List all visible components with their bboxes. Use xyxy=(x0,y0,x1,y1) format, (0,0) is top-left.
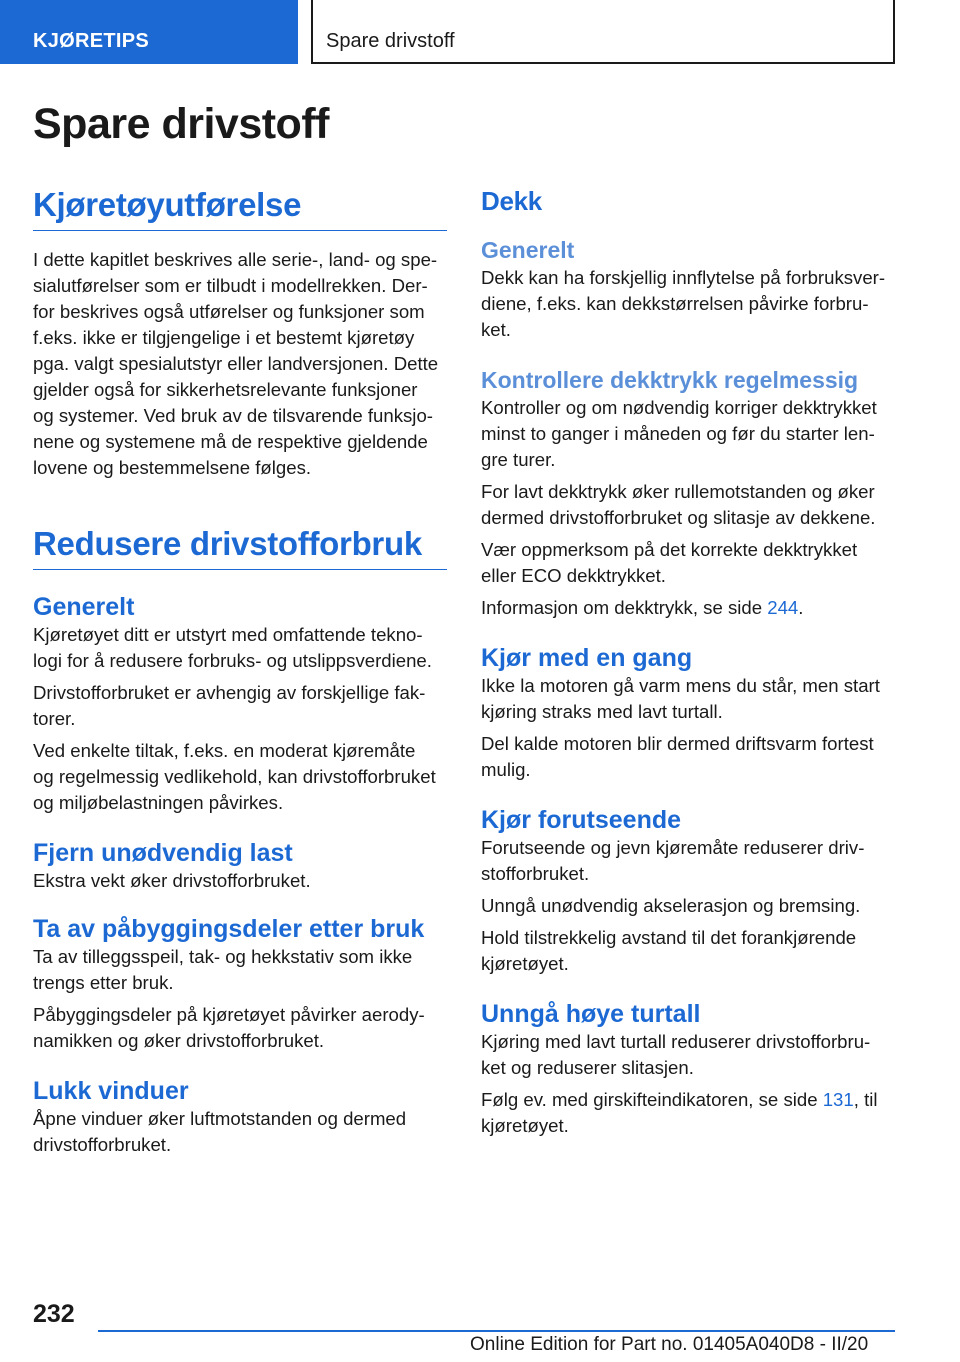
text-line: diene, f.eks. kan dekkstørrelsen påvirke forbru- xyxy=(481,293,869,314)
heading-general: Generelt xyxy=(33,593,135,621)
heading-drive-anticipating: Kjør forutseende xyxy=(481,806,682,834)
text-line: namikken og øker drivstofforbruket. xyxy=(33,1030,325,1051)
text-line: Ekstra vekt øker drivstofforbruket. xyxy=(33,870,311,891)
text-line: Unngå unødvendig akselerasjon og bremsing. xyxy=(481,895,861,916)
text: . xyxy=(798,597,804,618)
paragraph xyxy=(33,1106,447,1158)
paragraph xyxy=(481,395,893,473)
text-line: mulig. xyxy=(481,759,531,780)
text-line: Hold tilstrekkelig avstand til det forankjørende xyxy=(481,927,857,948)
left-column xyxy=(33,186,447,1158)
text-line: ket. xyxy=(481,319,511,340)
text-line: og regelmessig vedlikehold, kan drivstofforbruket xyxy=(33,766,436,787)
text-line: Ikke la motoren gå varm mens du står, men start xyxy=(481,675,880,696)
text-line: pga. valgt spesialutstyr eller landversjonen. Dette xyxy=(33,353,439,374)
text: , til xyxy=(853,1089,878,1110)
text-line: f.eks. ikke er tilgjengelige i et bestemt kjøretøy xyxy=(33,327,415,348)
heading-avoid-high-revs: Unngå høye turtall xyxy=(481,1000,701,1028)
page-title: Spare drivstoff xyxy=(33,100,329,148)
paragraph xyxy=(481,835,893,887)
text-line: nene og systemene må de respektive gjeldende xyxy=(33,431,428,452)
paragraph xyxy=(481,893,893,919)
paragraph xyxy=(33,944,447,996)
page-link-131[interactable]: 131 xyxy=(822,1089,854,1110)
text-line: Åpne vinduer øker luftmotstanden og dermed xyxy=(33,1108,407,1129)
text-line: sialutførelser som er tilbudt i modellrekken. Der- xyxy=(33,275,428,296)
text-line: ket og reduserer slitasjen. xyxy=(481,1057,694,1078)
text-line: Kjøring med lavt turtall reduserer drivstofforbru- xyxy=(481,1031,871,1052)
text-line: gre turer. xyxy=(481,449,556,470)
paragraph xyxy=(33,1002,447,1054)
text-line: gjelder også for sikkerhetsrelevante funksjoner xyxy=(33,379,418,400)
page-number: 232 xyxy=(33,1300,75,1328)
text-line: stofforbruket. xyxy=(481,863,590,884)
paragraph xyxy=(481,537,893,589)
text-line: torer. xyxy=(33,708,76,729)
heading-general: Generelt xyxy=(481,237,575,263)
paragraph xyxy=(481,673,893,725)
paragraph xyxy=(481,1029,893,1081)
text-line: Ved enkelte tiltak, f.eks. en moderat kjøremåte xyxy=(33,740,416,761)
footer-edition: Online Edition for Part no. 01405A040D8 - II/20 xyxy=(470,1334,869,1355)
text: kjøretøyet. xyxy=(481,1115,569,1136)
text-line: Dekk kan ha forskjellig innflytelse på forbruksver- xyxy=(481,267,886,288)
text-line: Del kalde motoren blir dermed driftsvarm fortest xyxy=(481,733,874,754)
paragraph xyxy=(33,622,447,674)
text-line: drivstofforbruket. xyxy=(33,1134,172,1155)
text-line: dermed drivstofforbruket og slitasje av dekkene. xyxy=(481,507,876,528)
paragraph xyxy=(481,265,893,343)
paragraph xyxy=(481,1087,893,1139)
text-line: For lavt dekktrykk øker rullemotstanden og øker xyxy=(481,481,875,502)
text-line: lovene og bestemmelsene følges. xyxy=(33,457,312,478)
text-line: logi for å redusere forbruks- og utslippsverdiene. xyxy=(33,650,432,671)
paragraph xyxy=(33,247,447,481)
text-line: kjøring straks med lavt turtall. xyxy=(481,701,723,722)
heading-reduce-consumption: Redusere drivstofforbruk xyxy=(33,525,447,570)
heading-tyres: Dekk xyxy=(481,186,542,216)
text-line: kjøretøyet. xyxy=(481,953,569,974)
header-section: KJØRETIPS xyxy=(0,0,298,64)
text: Følg ev. med girskifteindikatoren, se side xyxy=(481,1089,823,1110)
text-line: Kjøretøyet ditt er utstyrt med omfattende tekno- xyxy=(33,624,423,645)
paragraph xyxy=(33,680,447,732)
page-link-244[interactable]: 244 xyxy=(767,597,799,618)
text-line: trengs etter bruk. xyxy=(33,972,174,993)
paragraph xyxy=(33,868,447,894)
heading-check-tyre-pressure: Kontrollere dekktrykk regelmessig xyxy=(481,367,859,393)
heading-remove-load: Fjern unødvendig last xyxy=(33,839,293,867)
paragraph xyxy=(481,595,893,621)
header-chapter: Spare drivstoff xyxy=(311,0,895,64)
text-line: I dette kapitlet beskrives alle serie-, land- og spe- xyxy=(33,249,438,270)
text-line: og miljøbelastningen påvirkes. xyxy=(33,792,284,813)
text-line: Drivstofforbruket er avhengig av forskjellige fak- xyxy=(33,682,426,703)
heading-close-windows: Lukk vinduer xyxy=(33,1077,189,1105)
heading-drive-off: Kjør med en gang xyxy=(481,644,693,672)
right-column xyxy=(481,186,893,1139)
footer-divider xyxy=(98,1330,895,1332)
text-line: Kontroller og om nødvendig korriger dekktrykket xyxy=(481,397,877,418)
text-line: Forutseende og jevn kjøremåte reduserer driv- xyxy=(481,837,865,858)
text: Informasjon om dekktrykk, se side xyxy=(481,597,768,618)
heading-remove-attachments: Ta av påbyggingsdeler etter bruk xyxy=(33,915,425,943)
paragraph xyxy=(481,479,893,531)
text-line: minst to ganger i måneden og før du starter len- xyxy=(481,423,875,444)
text-line: Vær oppmerksom på det korrekte dekktrykket xyxy=(481,539,858,560)
paragraph xyxy=(481,925,893,977)
paragraph xyxy=(33,738,447,816)
text-line: og systemer. Ved bruk av de tilsvarende funksjo- xyxy=(33,405,433,426)
paragraph xyxy=(481,731,893,783)
text-line: Påbyggingsdeler på kjøretøyet påvirker aerody- xyxy=(33,1004,425,1025)
heading-vehicle-version: Kjøretøyutførelse xyxy=(33,186,447,231)
text-line: Ta av tilleggsspeil, tak- og hekkstativ som ikke xyxy=(33,946,413,967)
text-line: eller ECO dekktrykket. xyxy=(481,565,666,586)
text-line: for beskrives også utførelser og funksjoner som xyxy=(33,301,425,322)
